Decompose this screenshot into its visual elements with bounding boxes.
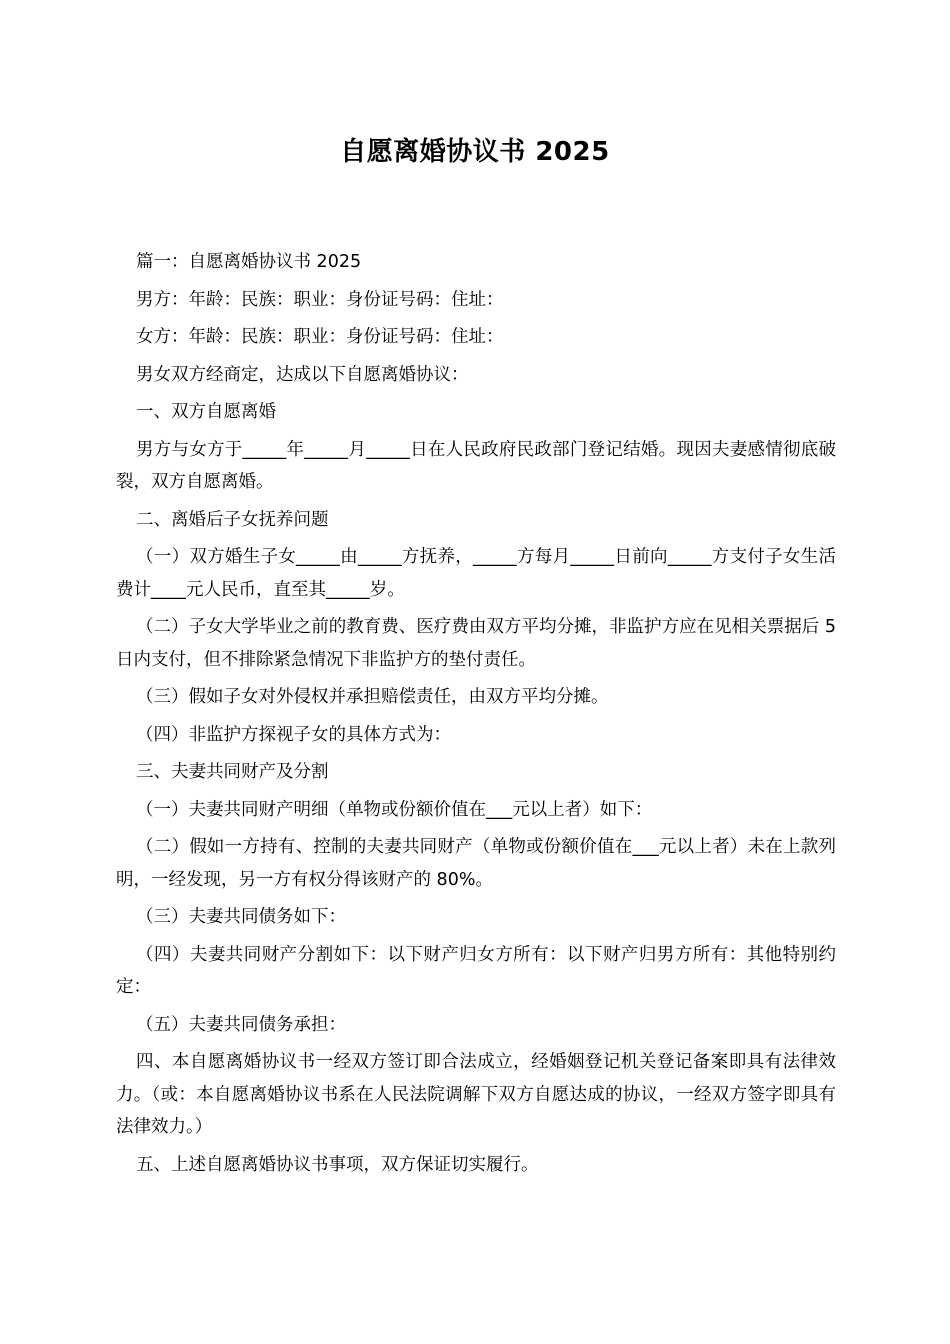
paragraph-education-medical: （二）子女大学毕业之前的教育费、医疗费由双方平均分摊，非监护方应在见相关票据后 5 日内支付，但不排除紧急情况下非监护方的垫付责任。 [116,617,836,670]
paragraph-child-liability: （三）假如子女对外侵权并承担赔偿责任，由双方平均分摊。 [136,687,609,707]
paragraph-joint-debts: （三）夫妻共同债务如下： [136,907,346,927]
paragraph-custody-support: （一）双方婚生子女_____由_____方抚养，_____方每月_____日前向_____方支付子女生活费计____元人民币，直至其_____岁。 [116,547,836,600]
paragraph-property-split: （四）夫妻共同财产分割如下：以下财产归女方所有：以下财产归男方所有：其他特别约定： [116,944,836,997]
paragraph-legal-effect: 四、本自愿离婚协议书一经双方签订即合法成立，经婚姻登记机关登记备案即具有法律效力。（或：本自愿离婚协议书系在人民法院调解下双方自愿达成的协议，一经双方签字即具有法律效力。） [116,1052,836,1137]
paragraph-debt-bearing: （五）夫妻共同债务承担： [136,1014,346,1035]
paragraph-performance: 五、上述自愿离婚协议书事项，双方保证切实履行。 [136,1154,539,1175]
paragraph-agreement-statement: 男女双方经商定，达成以下自愿离婚协议： [136,364,469,385]
paragraph-property-list: （一）夫妻共同财产明细（单物或份额价值在___元以上者）如下： [136,799,653,820]
document-body [116,246,836,1186]
paragraph-hidden-property: （二）假如一方持有、控制的夫妻共同财产（单物或份额价值在___元以上者）未在上款列明，一经发现，另一方有权分得该财产的 80%。 [116,837,836,890]
document-title: 自愿离婚协议书 2025 [340,137,610,167]
heading-property-division: 三、夫妻共同财产及分割 [136,762,329,782]
heading-voluntary-divorce: 一、双方自愿离婚 [136,402,276,422]
paragraph-section-intro: 篇一：自愿离婚协议书 2025 [136,252,362,272]
paragraph-marriage-registration: 男方与女方于_____年_____月_____日在人民政府民政部门登记结婚。现因夫妻感情彻底破裂，双方自愿离婚。 [116,439,836,492]
heading-child-custody: 二、离婚后子女抚养问题 [136,509,329,530]
paragraph-female-party: 女方：年龄：民族：职业：身份证号码：住址： [136,327,504,347]
paragraph-male-party: 男方：年龄：民族：职业：身份证号码：住址： [136,289,504,310]
paragraph-visitation: （四）非监护方探视子女的具体方式为： [136,724,451,745]
